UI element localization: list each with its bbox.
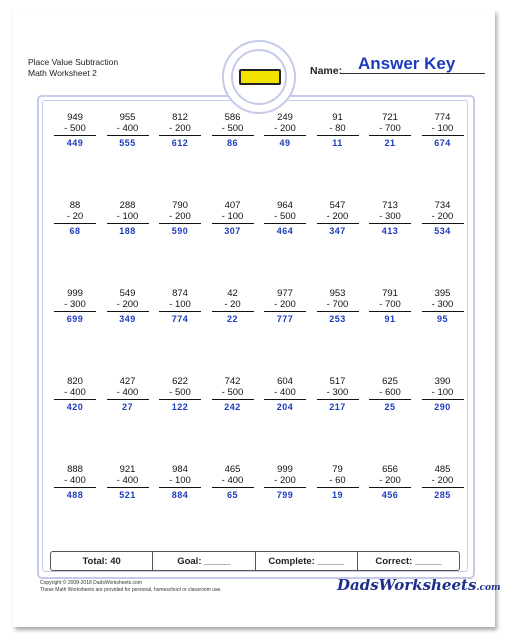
subtrahend: - 300 (369, 211, 411, 224)
minuend: 713 (382, 200, 398, 211)
problem (159, 112, 201, 149)
minuend: 407 (224, 200, 241, 211)
minuend: 774 (434, 112, 451, 123)
problem (264, 464, 306, 501)
answer: 95 (436, 314, 448, 324)
goal-cell: Goal: _____ (153, 552, 255, 570)
minuend: 984 (172, 464, 188, 475)
problem (317, 288, 359, 325)
problem (54, 112, 96, 149)
answer: 612 (171, 138, 189, 148)
problem (107, 200, 149, 237)
title-line-2: Math Worksheet 2 (28, 68, 97, 78)
minuend: 888 (67, 464, 83, 475)
subtrahend: - 400 (54, 387, 96, 400)
minuend: 791 (382, 288, 398, 299)
subtrahend: - 400 (264, 387, 306, 400)
minuend: 953 (329, 288, 346, 299)
subtrahend: - 200 (317, 211, 359, 224)
answer: 590 (171, 226, 189, 236)
title-line-1: Place Value Subtraction (28, 57, 119, 67)
subtrahend: - 100 (422, 123, 464, 136)
subtrahend: - 500 (212, 123, 254, 136)
minuend: 604 (277, 376, 293, 387)
minuend: 547 (329, 200, 346, 211)
answer: 253 (329, 314, 346, 324)
answer: 86 (226, 138, 238, 148)
problem (54, 200, 96, 237)
answer-key-label: Answer Key (358, 54, 456, 73)
minuend: 288 (119, 200, 136, 211)
problem (159, 464, 201, 501)
minuend: 964 (277, 200, 293, 211)
answer: 25 (384, 402, 396, 412)
answer: 11 (332, 138, 343, 148)
answer: 521 (119, 490, 136, 500)
minuend: 249 (277, 112, 293, 123)
problem (264, 112, 306, 149)
answer: 285 (434, 490, 451, 500)
minuend: 485 (434, 464, 451, 475)
problem (317, 112, 359, 149)
problem (107, 112, 149, 149)
subtrahend: - 200 (107, 299, 149, 312)
score-box (50, 551, 460, 571)
subtrahend: - 20 (212, 299, 254, 312)
answer: 464 (276, 226, 294, 236)
subtrahend: - 200 (264, 123, 306, 136)
minuend: 977 (277, 288, 293, 299)
problem (369, 376, 411, 413)
total-cell: Total: 40 (51, 552, 153, 570)
problem (212, 464, 254, 501)
worksheet-title (28, 57, 118, 79)
minuend: 91 (332, 112, 343, 123)
copyright-line-2: These Math Worksheets are provided for personal, homeschool or classroom use. (40, 587, 222, 593)
answer: 65 (226, 490, 238, 500)
problem (107, 288, 149, 325)
answer: 22 (226, 314, 238, 324)
subtrahend: - 500 (54, 123, 96, 136)
answer: 68 (69, 226, 81, 236)
subtrahend: - 200 (422, 211, 464, 224)
subtrahend: - 100 (107, 211, 149, 224)
answer: 674 (434, 138, 451, 148)
problem (159, 288, 201, 325)
problem (317, 200, 359, 237)
answer: 347 (329, 226, 346, 236)
minuend: 820 (67, 376, 83, 387)
problem (212, 288, 254, 325)
answer: 774 (171, 314, 189, 324)
name-label: Name: (310, 65, 343, 77)
subtrahend: - 100 (422, 387, 464, 400)
answer: 217 (329, 402, 346, 412)
minuend: 390 (434, 376, 451, 387)
minuend: 517 (329, 376, 346, 387)
answer: 290 (434, 402, 451, 412)
problem (107, 376, 149, 413)
problem-grid (47, 112, 467, 512)
brand-name: DadsWorksheets (337, 576, 477, 594)
answer: 122 (171, 402, 189, 412)
problem (159, 376, 201, 413)
problem (107, 464, 149, 501)
problem (212, 200, 254, 237)
minuend: 812 (172, 112, 188, 123)
answer: 420 (66, 402, 84, 412)
subtrahend: - 400 (107, 387, 149, 400)
answer: 884 (171, 490, 189, 500)
subtrahend: - 200 (159, 211, 201, 224)
yellow-bar-icon (239, 69, 281, 85)
answer: 91 (384, 314, 396, 324)
answer: 413 (381, 226, 399, 236)
subtrahend: - 200 (369, 475, 411, 488)
minuend: 734 (434, 200, 451, 211)
problem (54, 376, 96, 413)
subtrahend: - 200 (422, 475, 464, 488)
minuend: 622 (172, 376, 188, 387)
minuend: 949 (67, 112, 83, 123)
problem (422, 464, 464, 501)
answer: 799 (276, 490, 294, 500)
problem (264, 200, 306, 237)
subtrahend: - 700 (317, 299, 359, 312)
problem (422, 288, 464, 325)
minuend: 874 (172, 288, 188, 299)
subtrahend: - 700 (369, 123, 411, 136)
subtrahend: - 400 (107, 475, 149, 488)
subtrahend: - 200 (264, 475, 306, 488)
answer: 307 (224, 226, 241, 236)
answer: 456 (381, 490, 399, 500)
problem (54, 464, 96, 501)
problem (264, 376, 306, 413)
subtrahend: - 200 (264, 299, 306, 312)
problem (317, 464, 359, 501)
logo-badge-ring (231, 49, 287, 105)
answer: 555 (119, 138, 136, 148)
subtrahend: - 100 (212, 211, 254, 224)
complete-cell: Complete: _____ (256, 552, 358, 570)
minuend: 88 (69, 200, 81, 211)
answer: 204 (276, 402, 294, 412)
minuend: 999 (277, 464, 293, 475)
minuend: 625 (382, 376, 398, 387)
problem (264, 288, 306, 325)
minuend: 79 (332, 464, 343, 475)
copyright (40, 580, 222, 594)
answer: 699 (66, 314, 84, 324)
problem (369, 112, 411, 149)
subtrahend: - 700 (369, 299, 411, 312)
minuend: 999 (67, 288, 83, 299)
minuend: 427 (119, 376, 136, 387)
copyright-line-1: Copyright © 2008-2018 DadsWorksheets.com (40, 580, 142, 586)
answer: 488 (66, 490, 84, 500)
answer: 19 (331, 490, 343, 500)
problem (369, 288, 411, 325)
problem (54, 288, 96, 325)
minuend: 790 (172, 200, 188, 211)
problem (422, 112, 464, 149)
problem (369, 464, 411, 501)
problem (212, 376, 254, 413)
answer: 27 (121, 402, 133, 412)
answer: 242 (224, 402, 241, 412)
minuend: 921 (119, 464, 136, 475)
subtrahend: - 60 (317, 475, 359, 488)
subtrahend: - 200 (159, 123, 201, 136)
subtrahend: - 20 (54, 211, 96, 224)
answer: 449 (66, 138, 84, 148)
subtrahend: - 300 (54, 299, 96, 312)
minuend: 742 (224, 376, 241, 387)
answer: 349 (119, 314, 136, 324)
answer: 49 (279, 138, 291, 148)
subtrahend: - 400 (212, 475, 254, 488)
problem (422, 200, 464, 237)
problem (159, 200, 201, 237)
answer: 188 (119, 226, 136, 236)
subtrahend: - 300 (422, 299, 464, 312)
subtrahend: - 300 (317, 387, 359, 400)
minuend: 656 (382, 464, 398, 475)
subtrahend: - 100 (159, 299, 201, 312)
minuend: 465 (224, 464, 241, 475)
answer: 777 (276, 314, 294, 324)
answer: 21 (384, 138, 396, 148)
subtrahend: - 500 (212, 387, 254, 400)
subtrahend: - 500 (264, 211, 306, 224)
subtrahend: - 500 (159, 387, 201, 400)
minuend: 586 (224, 112, 241, 123)
problem (212, 112, 254, 149)
minuend: 721 (382, 112, 398, 123)
problem (422, 376, 464, 413)
minuend: 42 (227, 288, 238, 299)
subtrahend: - 80 (317, 123, 359, 136)
answer: 534 (434, 226, 451, 236)
minuend: 395 (434, 288, 451, 299)
correct-cell: Correct: _____ (375, 555, 442, 567)
problem (369, 200, 411, 237)
subtrahend: - 100 (159, 475, 201, 488)
subtrahend: - 400 (107, 123, 149, 136)
subtrahend: - 600 (369, 387, 411, 400)
subtrahend: - 400 (54, 475, 96, 488)
minuend: 549 (119, 288, 136, 299)
brand-tld: .com (476, 583, 501, 593)
logo-badge (222, 40, 296, 114)
minuend: 955 (119, 112, 136, 123)
problem (317, 376, 359, 413)
